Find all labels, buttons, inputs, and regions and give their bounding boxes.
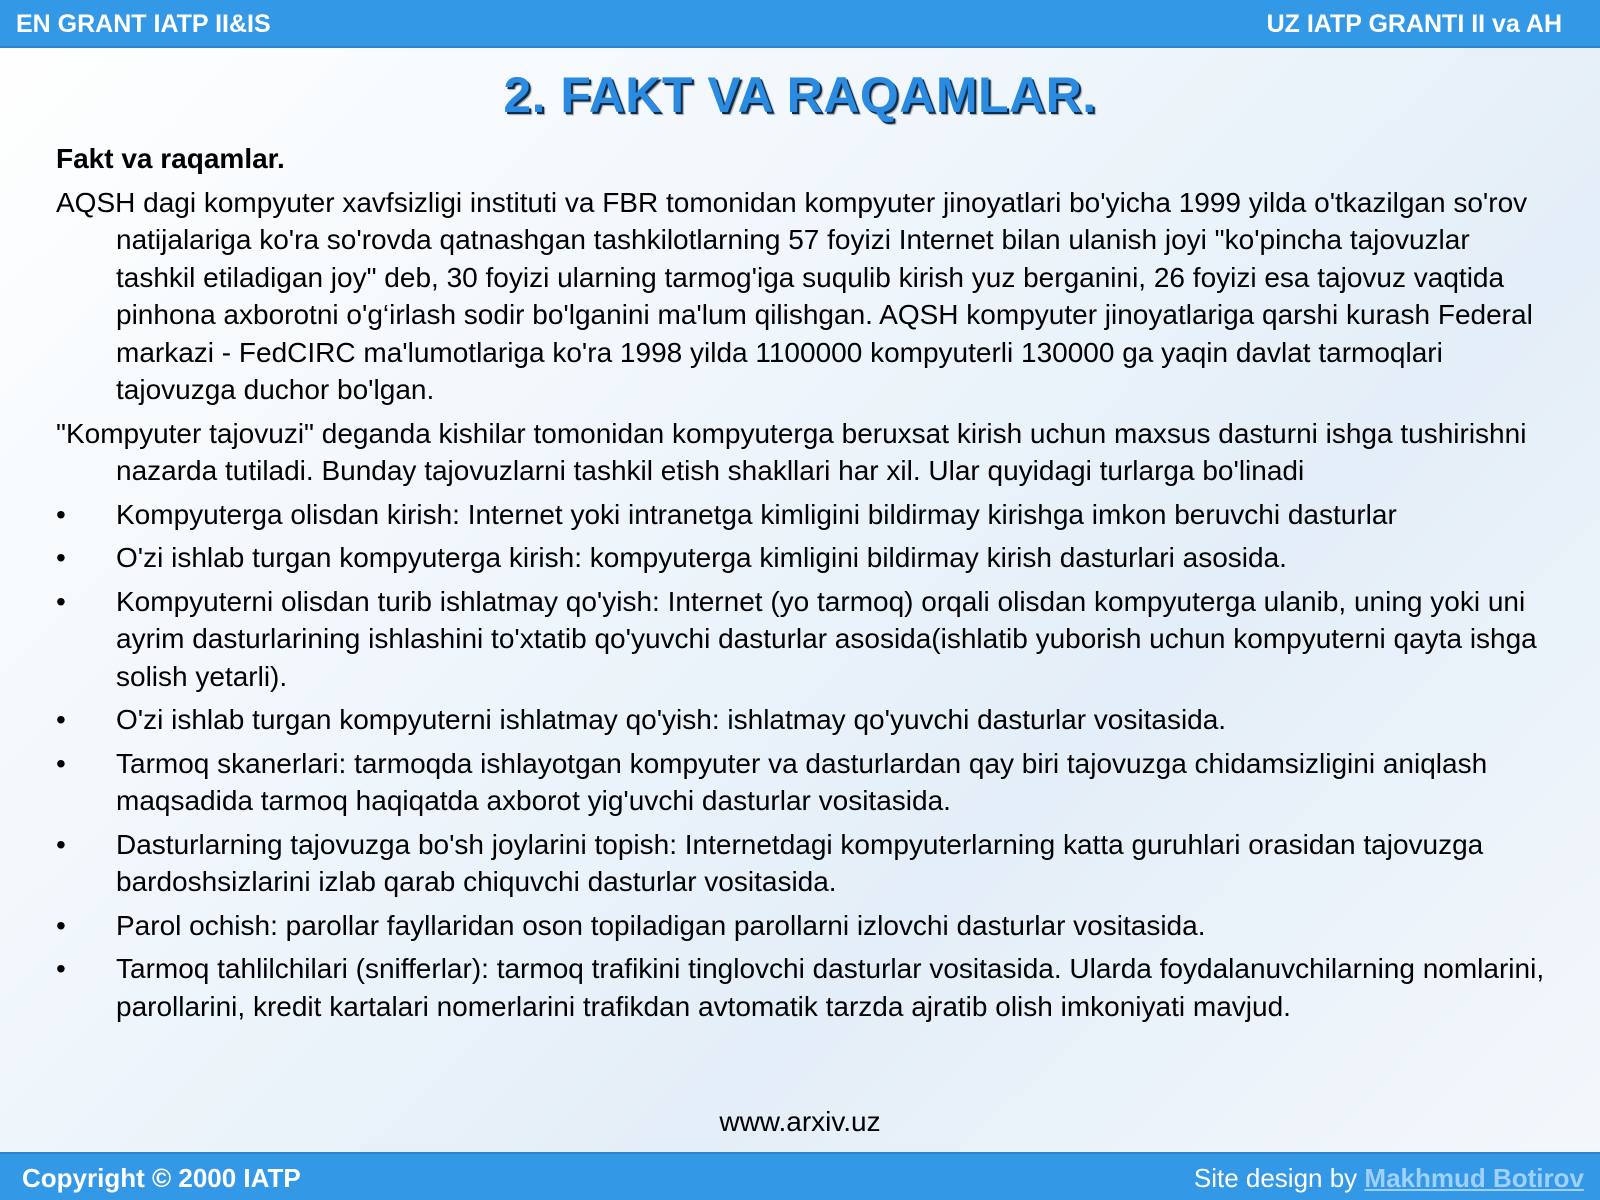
bullet-icon: • [56, 953, 66, 984]
list-item [56, 826, 1552, 901]
header-right-label: UZ IATP GRANTI II va AH [1266, 10, 1562, 38]
list-item [56, 583, 1552, 696]
attack-types-list [56, 496, 1552, 1026]
section-subtitle: Fakt va raqamlar. [56, 143, 285, 174]
copyright-label: Copyright © 2000 IATP [22, 1163, 301, 1193]
list-item [56, 539, 1552, 577]
bullet-icon: • [56, 585, 66, 617]
header-left-label: EN GRANT IATP II&IS [16, 10, 271, 38]
main-content [56, 140, 1552, 1031]
paragraph-definition: "Kompyuter tajovuzi" deganda kishilar tomonidan kompyuterga beruxsat kirish uchun maxsus dasturni ishga tushirishni nazarda tutiladi. Bunday tajovuzlarni tashkil etish shakllari har xil. Ular quyidagi turlarga bo'linadi [56, 417, 1527, 486]
list-item [56, 745, 1552, 820]
bullet-icon: • [56, 704, 66, 735]
bullet-icon: • [56, 542, 66, 573]
list-item [56, 496, 1552, 534]
bullet-icon: • [56, 909, 66, 941]
list-item-text: Tarmoq tahlilchilari (snifferlar): tarmoq trafikini tinglovchi dasturlar vositasida. Ularda foydalanuvchilarning nomlarini, parollarini, kredit kartalari nomerlarini trafikdan avtomatik tarzda ajratib olish imkoniyati mavjud. [116, 953, 1545, 1022]
bullet-icon: • [56, 498, 66, 530]
paragraph-statistics: AQSH dagi kompyuter xavfsizligi instituti va FBR tomonidan kompyuter jinoyatlari bo'yicha 1999 yilda o'tkazilgan so'rov natijalariga ko'ra so'rovda qatnashgan tashkilotlarning 57 foyizi Internet bilan ulanish joyi "ko'pincha tajovuzlar tashkil etiladigan joy" deb, 30 foyizi ularning tarmog'iga suqulib kirish yuz berganini, 26 foyizi esa tajovuz vaqtida pinhona axborotni o'g‘irlash sodir bo'lganini ma'lum qilishgan. AQSH kompyuter jinoyatlariga qarshi kurash Federal markazi - FedCIRC ma'lumotlariga ko'ra 1998 yilda 1100000 kompyuterli 130000 ga yaqin davlat tarmoqlari tajovuzga duchor bo'lgan. [56, 186, 1533, 405]
header-bar [0, 0, 1600, 48]
list-item-text: Tarmoq skanerlari: tarmoqda ishlayotgan kompyuter va dasturlardan qay biri tajovuzga chidamsizligini aniqlash maqsadida tarmoq haqiqatda axborot yig'uvchi dasturlar vositasida. [116, 747, 1488, 816]
list-item [56, 950, 1552, 1025]
list-item [56, 701, 1552, 739]
footer-bar [0, 1152, 1600, 1200]
list-item-text: O'zi ishlab turgan kompyuterni ishlatmay qo'yish: ishlatmay qo'yuvchi dasturlar vositasida. [116, 704, 1227, 735]
designer-link[interactable]: Makhmud Botirov [1364, 1163, 1584, 1193]
design-credit-prefix: Site design by [1193, 1163, 1365, 1193]
bullet-icon: • [56, 747, 66, 779]
list-item-text: Kompyuterga olisdan kirish: Internet yoki intranetga kimligini bildirmay kirishga imkon beruvchi dasturlar [116, 498, 1397, 530]
list-item-text: Dasturlarning tajovuzga bo'sh joylarini topish: Internetdagi kompyuterlarning katta guruhlari orasidan tajovuzga bardoshsizlarini izlab qarab chiquvchi dasturlar vositasida. [116, 828, 1484, 897]
list-item [56, 907, 1552, 945]
bullet-icon: • [56, 828, 66, 860]
list-item-text: Kompyuterni olisdan turib ishlatmay qo'yish: Internet (yo tarmoq) orqali olisdan kompyuterga ulanib, uning yoki uni ayrim dasturlarining ishlashini to'xtatib qo'yuvchi dasturlar asosida(ishlatib yuborish uchun kompyuterni qayta ishga solish yetarli). [116, 585, 1537, 692]
list-item-text: Parol ochish: parollar fayllaridan oson topiladigan parollarni izlovchi dasturlar vositasida. [116, 909, 1206, 941]
page-title: 2. FAKT VA RAQAMLAR. [503, 67, 1097, 123]
site-url: www.arxiv.uz [719, 1106, 881, 1137]
list-item-text: O'zi ishlab turgan kompyuterga kirish: kompyuterga kimligini bildirmay kirish dasturlari asosida. [116, 542, 1287, 573]
design-credit [1194, 1163, 1584, 1194]
